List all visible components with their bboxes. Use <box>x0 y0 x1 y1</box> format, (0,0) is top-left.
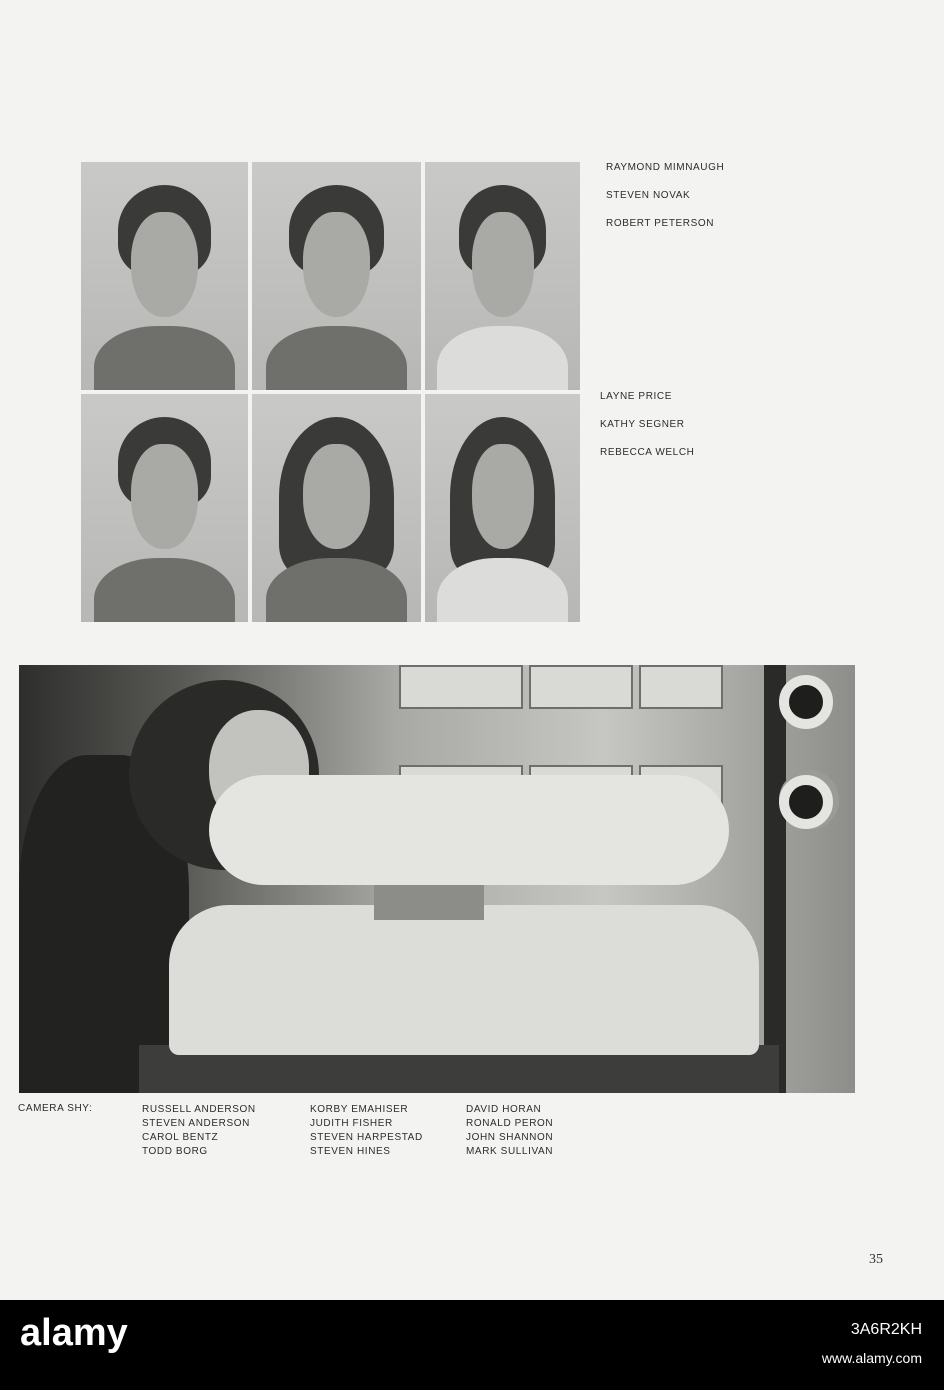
name-label: STEVEN ANDERSON <box>142 1118 250 1129</box>
camera-shy-column-3 <box>466 1103 553 1159</box>
site-url: www.alamy.com <box>821 1350 922 1366</box>
portrait-rebecca-welch <box>425 394 580 622</box>
portrait-robert-peterson <box>425 162 580 390</box>
page-number: 35 <box>869 1252 883 1267</box>
name-label: RONALD PERON <box>466 1118 554 1129</box>
portrait-layne-price <box>81 394 248 622</box>
name-label: RAYMOND MIMNAUGH <box>606 162 725 173</box>
name-label: KATHY SEGNER <box>600 419 685 430</box>
name-label: ROBERT PETERSON <box>606 218 715 229</box>
names-bottom-row <box>600 391 695 475</box>
name-label: JUDITH FISHER <box>310 1118 393 1129</box>
name-label: REBECCA WELCH <box>600 447 695 458</box>
name-label: RUSSELL ANDERSON <box>142 1104 256 1115</box>
alamy-logo: alamy <box>20 1312 128 1354</box>
name-label: KORBY EMAHISER <box>310 1104 409 1115</box>
name-label: STEVEN HINES <box>310 1146 391 1157</box>
portrait-steven-novak <box>252 162 421 390</box>
name-label: STEVEN NOVAK <box>606 190 691 201</box>
image-id <box>822 1316 922 1372</box>
portrait-kathy-segner <box>252 394 421 622</box>
portrait-raymond-mimnaugh <box>81 162 248 390</box>
name-label: JOHN SHANNON <box>466 1132 554 1143</box>
name-label: CAROL BENTZ <box>142 1132 219 1143</box>
camera-shy-label: CAMERA SHY: <box>18 1103 93 1114</box>
candid-phone-photo <box>19 665 855 1093</box>
name-label: LAYNE PRICE <box>600 391 672 402</box>
camera-shy-column-1 <box>142 1103 256 1159</box>
stock-footer-bar <box>0 1300 944 1390</box>
name-label: MARK SULLIVAN <box>466 1146 554 1157</box>
image-id-code: 3A6R2KH <box>850 1321 922 1338</box>
name-label: STEVEN HARPESTAD <box>310 1132 423 1143</box>
camera-shy-column-2 <box>310 1103 423 1159</box>
name-label: DAVID HORAN <box>466 1104 542 1115</box>
name-label: TODD BORG <box>142 1146 208 1157</box>
names-top-row <box>606 162 724 246</box>
